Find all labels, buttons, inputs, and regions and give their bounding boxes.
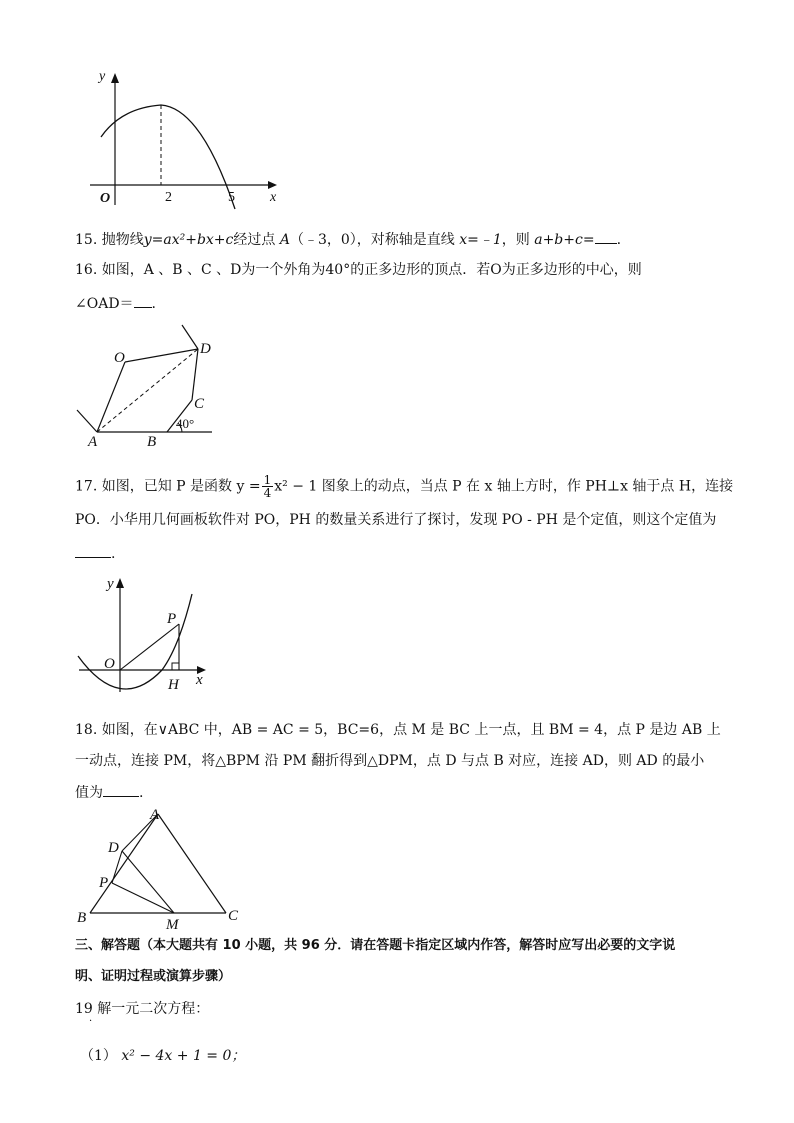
label-P: P	[167, 611, 177, 627]
angle-expression: ∠OAD＝	[75, 296, 134, 312]
period: .	[111, 546, 116, 562]
label-H: H	[168, 677, 179, 693]
text: ，则	[501, 232, 530, 248]
y-axis-label: y	[99, 69, 106, 84]
question-text: 如图，在∨ABC 中，AB = AC = 5，BC=6，点 M 是 BC 上一点，且 BM = 4，点 P 是边 AB 上	[101, 722, 721, 738]
question-text: PO．小华用几何画板软件对 PO，PH 的数量关系进行了探讨，发现 PO - PH 是个定值，则这个定值为	[75, 512, 717, 528]
origin-label: O	[100, 191, 111, 206]
answer-blank	[134, 293, 152, 308]
label-M: M	[166, 917, 179, 933]
polygon-figure-q16	[72, 322, 222, 452]
question-number: 16.	[75, 262, 98, 278]
label-B: B	[147, 434, 157, 450]
equation: x² − 4x + 1 = 0；	[121, 1048, 246, 1064]
label-C: C	[194, 396, 205, 412]
question-text: x² − 1 图象上的动点，当点 P 在 x 轴上方时，作 PH⊥x 轴于点 H，连接	[274, 478, 734, 495]
question-19-part-1	[80, 1046, 245, 1066]
question-17-line-1	[75, 474, 733, 499]
question-number: 18.	[75, 722, 98, 738]
section-3-heading-line-1	[75, 936, 675, 956]
question-text: 如图，已知 P 是函数 y =	[101, 478, 261, 495]
label-D: D	[108, 840, 119, 856]
section-heading: 三、解答题（本大题共有 10 小题，共 96 分．请在答题卡指定区域内作答，解答时应写出必要的文字说	[75, 938, 676, 953]
triangle-figure-q18	[74, 805, 249, 933]
point-label: A	[279, 232, 290, 248]
question-16-line-2	[75, 293, 156, 314]
question-text: 如图，A 、B 、C 、D为一个外角为40°的正多边形的顶点．若O为正多边形的中心，则	[101, 262, 642, 278]
question-text: 解一元二次方程：	[97, 1001, 210, 1017]
answer-blank	[595, 229, 617, 244]
label-A: A	[88, 434, 98, 450]
label-C: C	[228, 908, 239, 924]
y-axis-label: y	[107, 576, 114, 592]
x-axis-label: x	[270, 190, 277, 205]
label-O: O	[114, 350, 125, 366]
text: 经过点	[233, 232, 276, 248]
question-15	[75, 229, 621, 250]
origin-label: O	[104, 656, 115, 672]
label-B: B	[77, 910, 87, 926]
question-19-title	[75, 999, 209, 1019]
question-19-dot	[89, 1012, 92, 1032]
text: 抛物线	[101, 232, 144, 248]
question-text: 一动点，连接 PM，将△BPM 沿 PM 翻折得到△DPM，点 D 与点 B 对应，连接 AD，则 AD 的最小	[75, 753, 705, 769]
fraction	[262, 474, 274, 499]
fraction-numerator: 1	[263, 473, 272, 487]
question-text: 值为	[75, 785, 103, 801]
expression: a+b+c=	[534, 232, 595, 248]
answer-blank	[75, 543, 111, 558]
question-17-line-2	[75, 510, 716, 530]
tick-label-2: 2	[165, 190, 172, 205]
question-18-line-3	[75, 782, 143, 803]
part-number: （1）	[80, 1048, 117, 1064]
label-P: P	[99, 875, 109, 891]
coordinate: （﹣3，0）	[289, 232, 357, 248]
period: .	[616, 232, 622, 248]
question-16-line-1	[75, 260, 642, 280]
question-17-line-3	[75, 543, 115, 564]
question-number: 15.	[75, 232, 98, 248]
label-A: A	[150, 807, 160, 823]
question-number: 17.	[75, 478, 98, 495]
angle-label: 40°	[176, 416, 195, 431]
section-3-heading-line-2	[75, 967, 231, 987]
equation: y=ax²+bx+c	[143, 232, 234, 248]
label-D: D	[200, 341, 211, 357]
x-axis-label: x	[196, 672, 203, 688]
section-heading: 明、证明过程或演算步骤）	[75, 969, 232, 984]
question-18-line-1	[75, 720, 721, 740]
stray-dot: ·	[89, 1016, 93, 1027]
fraction-denominator: 4	[263, 486, 272, 500]
parabola-figure-q14	[85, 65, 285, 210]
answer-blank	[103, 782, 139, 797]
period: .	[139, 785, 144, 801]
tick-label-5: 5	[228, 190, 235, 205]
axis-equation: x=﹣1	[459, 232, 502, 248]
period: .	[151, 296, 156, 312]
question-number: 19	[75, 1001, 93, 1017]
text: ，对称轴是直线	[356, 232, 455, 248]
question-18-line-2	[75, 751, 704, 771]
function-figure-q17	[74, 572, 224, 697]
